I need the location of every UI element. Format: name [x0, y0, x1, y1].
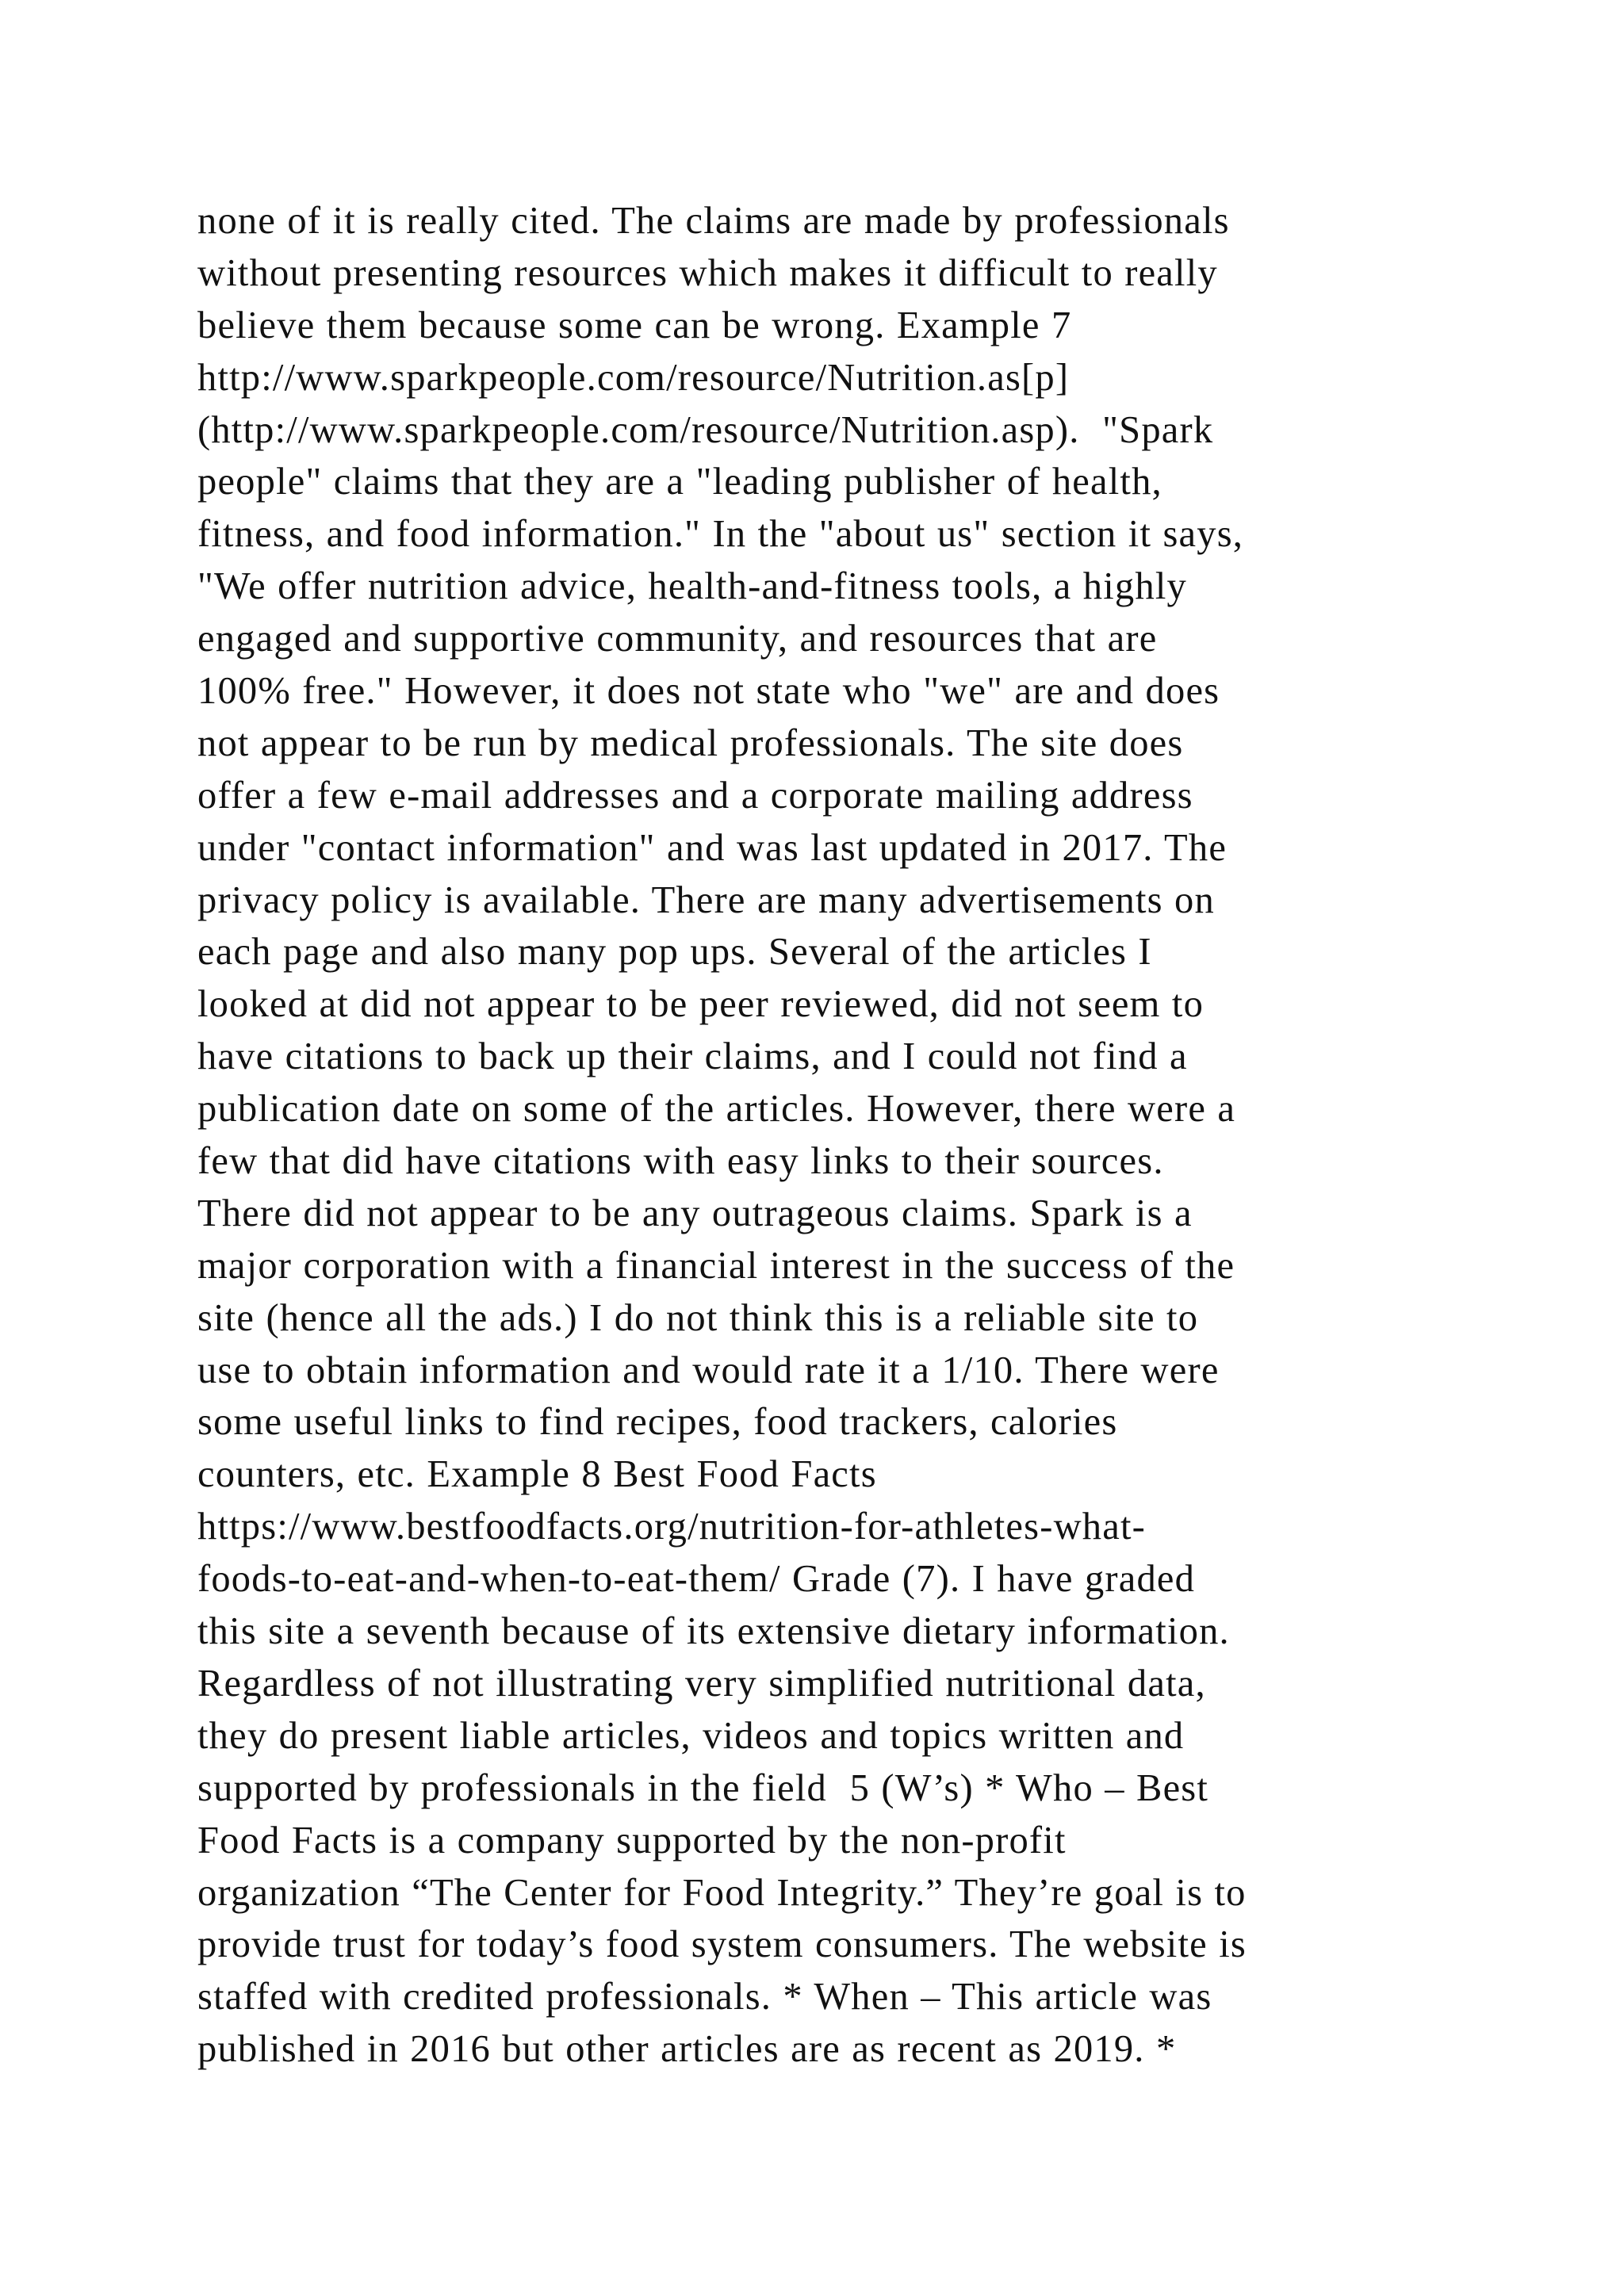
text-line: http://www.sparkpeople.com/resource/Nutrition.as[p] [197, 356, 1070, 399]
text-line: this site a seventh because of its extensive dietary information. [197, 1610, 1230, 1653]
text-line: 100% free." However, it does not state who "we" are and does [197, 670, 1220, 713]
body-text [197, 195, 1498, 2076]
text-line: counters, etc. Example 8 Best Food Facts [197, 1453, 877, 1496]
text-line: none of it is really cited. The claims are made by professionals [197, 200, 1230, 242]
text-line: provide trust for today’s food system consumers. The website is [197, 1923, 1247, 1966]
text-line: under "contact information" and was last updated in 2017. The [197, 826, 1228, 869]
text-line: engaged and supportive community, and resources that are [197, 618, 1158, 660]
text-line: believe them because some can be wrong. Example 7 [197, 304, 1072, 346]
text-line: "We offer nutrition advice, health-and-fitness tools, a highly [197, 565, 1187, 608]
text-line: have citations to back up their claims, and I could not find a [197, 1035, 1188, 1078]
text-line: (http://www.sparkpeople.com/resource/Nutrition.asp). "Spark [197, 408, 1214, 451]
text-line: Regardless of not illustrating very simplified nutritional data, [197, 1662, 1206, 1705]
text-line: each page and also many pop ups. Several of the articles I [197, 931, 1152, 974]
text-line: people" claims that they are a "leading publisher of health, [197, 461, 1162, 503]
text-line: site (hence all the ads.) I do not think this is a reliable site to [197, 1296, 1199, 1339]
text-line: few that did have citations with easy links to their sources. [197, 1140, 1164, 1183]
text-line: not appear to be run by medical professionals. The site does [197, 721, 1184, 764]
text-line: staffed with credited professionals. * When – This article was [197, 1976, 1212, 2019]
text-line: There did not appear to be any outrageous claims. Spark is a [197, 1192, 1193, 1234]
text-line: https://www.bestfoodfacts.org/nutrition-for-athletes-what- [197, 1506, 1146, 1548]
text-line: major corporation with a financial interest in the success of the [197, 1244, 1235, 1287]
text-line: some useful links to find recipes, food trackers, calories [197, 1401, 1118, 1444]
text-line: offer a few e-mail addresses and a corporate mailing address [197, 774, 1193, 817]
text-line: without presenting resources which makes it difficult to really [197, 251, 1218, 294]
text-line: publication date on some of the articles. However, there were a [197, 1088, 1236, 1131]
text-line: supported by professionals in the field 5 (W’s) * Who – Best [197, 1766, 1209, 1809]
text-line: published in 2016 but other articles are as recent as 2019. * [197, 2028, 1177, 2071]
text-line: organization “The Center for Food Integrity.” They’re goal is to [197, 1871, 1247, 1914]
text-line: foods-to-eat-and-when-to-eat-them/ Grade (7). I have graded [197, 1558, 1196, 1601]
text-line: they do present liable articles, videos and topics written and [197, 1714, 1185, 1757]
text-line: use to obtain information and would rate it a 1/10. There were [197, 1349, 1220, 1391]
text-line: fitness, and food information." In the "about us" section it says, [197, 513, 1244, 556]
text-line: privacy policy is available. There are many advertisements on [197, 878, 1215, 921]
text-line: looked at did not appear to be peer reviewed, did not seem to [197, 983, 1205, 1026]
text-line: Food Facts is a company supported by the non-profit [197, 1819, 1067, 1862]
